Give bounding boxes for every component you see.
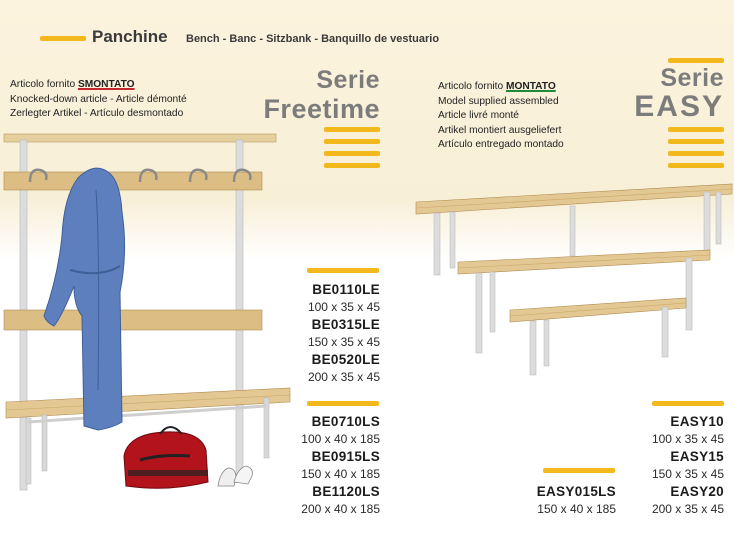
freetime-backrest [4,310,262,330]
easy-accent-bar-2 [668,139,724,144]
easy-bench-illustration [410,180,734,380]
easy-ls-accent-bar [543,468,615,473]
product-code: BE0110LE [312,282,380,297]
page-subtitle: Bench - Banc - Sitzbank - Banquillo de vestuario [186,33,440,45]
product-code: EASY20 [670,484,724,499]
easy-supply-line: Articolo fornito MONTATO [438,81,556,92]
freetime-accent-bar-2 [324,139,380,144]
product-code: BE1120LS [312,484,380,499]
product-dims: 200 x 35 x 45 [651,502,724,516]
freetime-ls-list [240,414,380,519]
product-dims: 200 x 40 x 185 [301,502,380,516]
easy-products-accent-bar [652,401,724,406]
easy-supply-line-en: Model supplied assembled [438,95,559,107]
product-dims: 200 x 35 x 45 [307,370,380,384]
easy-bench-150 [458,250,710,274]
easy-supply-line-de: Artikel montiert ausgeliefert [438,124,562,136]
header-accent-bar [40,36,86,41]
product-dims: 150 x 40 x 185 [301,467,380,481]
freetime-accent-bar-3 [324,151,380,156]
product-code: EASY10 [670,414,724,429]
easy-accent-bar-4 [668,163,724,168]
product-code: BE0915LS [311,449,380,464]
product-code: EASY15 [670,449,724,464]
easy-accent-bar-1 [668,127,724,132]
easy-supply-line-fr: Article livré monté [438,110,519,121]
easy-supply-line-es: Artículo entregado montado [438,139,564,150]
freetime-accent-bar-4 [324,163,380,168]
freetime-supply-state: SMONTATO [77,79,135,90]
product-dims: 100 x 35 x 45 [651,432,724,446]
easy-supply-info [438,80,564,153]
easy-serie-name: EASY [634,90,724,123]
product-dims: 100 x 35 x 45 [307,300,380,314]
freetime-supply-line-de: Zerlegter Artikel - Artículo desmontado [10,108,184,119]
product-code: EASY015LS [536,484,616,499]
freetime-hook-rail [4,172,262,190]
easy-serie-label: Serie [660,64,724,92]
bathrobe-image [44,168,125,430]
easy-accent-bar-top [668,58,724,63]
freetime-supply-line-en: Knocked-down article - Article démonté [10,93,187,105]
easy-ls-product [480,484,616,519]
freetime-serie-name: Freetime [263,94,380,124]
easy-supply-state: MONTATO [505,81,556,92]
freetime-le-list [240,282,380,387]
product-dims: 150 x 35 x 45 [651,467,724,481]
freetime-supply-line: Articolo fornito SMONTATO [10,79,135,90]
product-dims: 150 x 35 x 45 [307,335,380,349]
ls-accent-bar [307,401,379,406]
le-accent-bar [307,268,379,273]
easy-accent-bar-3 [668,151,724,156]
freetime-top-shelf [4,134,276,142]
freetime-supply-info [10,78,187,122]
freetime-accent-bar-1 [324,127,380,132]
sports-bag-image [124,427,208,488]
product-code: BE0520LE [311,352,380,367]
easy-bench-100 [510,298,686,322]
product-code: BE0710LS [311,414,380,429]
product-dims: 100 x 40 x 185 [301,432,380,446]
product-code: BE0315LE [311,317,380,332]
page-title: Panchine [92,27,168,46]
freetime-serie-label: Serie [316,66,380,94]
product-dims: 150 x 40 x 185 [537,502,616,516]
easy-product-list [600,414,724,519]
